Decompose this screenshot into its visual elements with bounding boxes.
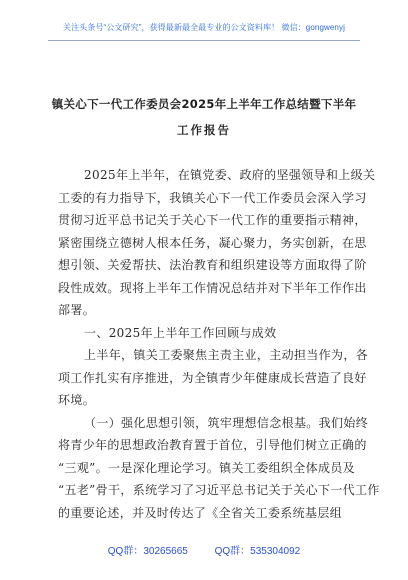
subsection-heading: （一）强化思想引领，筑牢理想信念根基。我们始终	[84, 415, 369, 430]
footer-qq-group-2: QQ群：535304092	[214, 546, 301, 557]
header-divider	[48, 40, 360, 41]
document-title-line1: 镇关心下一代工作委员会2025年上半年工作总结暨下半年	[51, 97, 357, 111]
body-line: 段性成效。现将上半年工作情况总结并对下半年工作作出	[58, 280, 367, 295]
body-line: 将青少年的思想政治教育置于首位，引导他们树立正确的	[58, 438, 367, 452]
body-line: 项工作扎实有序推进，为全镇青少年健康成长营造了良好	[58, 370, 367, 385]
body-line: “五老”骨干，系统学习了习近平总书记关于关心下一代工作	[58, 483, 380, 497]
body-line: “三观”。一是深化理论学习。镇关工委组织全体成员及	[58, 460, 356, 475]
body-line: 贯彻习近平总书记关于关心下一代工作的重要指示精神，	[58, 213, 367, 227]
header-banner: 关注头条号“公文研究”，获得最新最全最专业的公文资料库！ 微信：gongwenyj	[63, 23, 345, 32]
body-line: 的重要论述，并及时传达了《全省关工委系统基层组	[58, 505, 343, 520]
body-line: 上半年，镇关工委聚焦主责主业，主动担当作为，各	[84, 348, 369, 362]
footer-qq-group-1: QQ群：30265665	[107, 546, 188, 557]
body-line: 工委的有力指导下，我镇关心下一代工作委员会深入学习	[58, 190, 367, 205]
section-heading: 一、2025年上半年工作回顾与成效	[84, 325, 277, 340]
document-body	[58, 164, 380, 524]
body-line: 环境。	[58, 393, 96, 407]
body-line: 部署。	[58, 303, 96, 317]
body-line: 想引领、关爱帮扶、法治教育和组织建设等方面取得了阶	[58, 258, 367, 272]
footer-contact	[0, 542, 408, 557]
document-title-line2: 工作报告	[177, 123, 231, 137]
body-line: 2025年上半年，在镇党委、政府的坚强领导和上级关	[84, 168, 376, 182]
body-line: 紧密围绕立德树人根本任务，凝心聚力，务实创新，在思	[58, 235, 367, 250]
